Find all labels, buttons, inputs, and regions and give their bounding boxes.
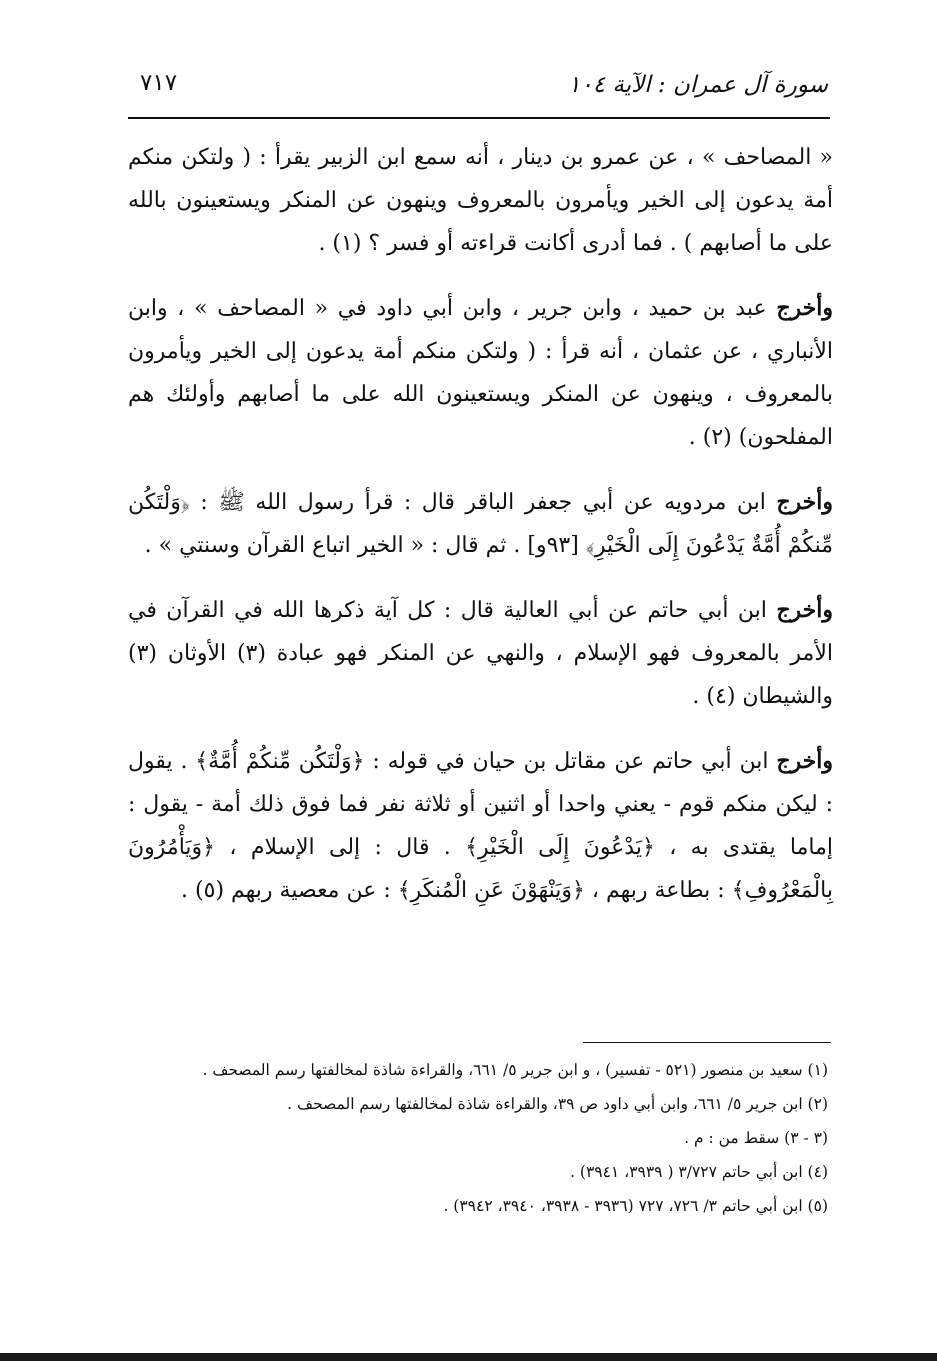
paragraph-lead: وأخرج [776,489,833,515]
paragraph [128,481,833,567]
paragraph-text: ابن أبي حاتم عن مقاتل بن حيان في قوله : ﴿وَلْتَكُن مِّنكُمْ أُمَّةٌ﴾ . يقول : ليكن منكم قوم - يعني واحدا أو اثنين أو ثلاثة نفر فما فوق ذلك أمة - يقول : إماما يقتدى به ، ﴿يَدْعُونَ إِلَى الْخَيْرِ﴾ . قال : إلى الإسلام ، ﴿وَيَأْمُرُونَ بِالْمَعْرُوفِ﴾ : بطاعة ربهم ، ﴿وَيَنْهَوْنَ عَنِ الْمُنكَرِ﴾ : عن معصية ربهم (٥) . [128,749,834,903]
running-header [128,62,828,114]
footnote: (٥) ابن أبي حاتم ٣/ ٧٢٦، ٧٢٧ (٣٩٣٦ - ٣٩٣٨، ٣٩٤٠، ٣٩٤٢) . [443,1197,828,1215]
footnote: (٢) ابن جرير ٥/ ٦٦١، وابن أبي داود ص ٣٩، والقراءة شاذة لمخالفتها رسم المصحف . [287,1095,828,1113]
main-text [128,136,833,934]
footnote: (٣ - ٣) سقط من : م . [684,1129,828,1147]
paragraph [128,287,833,459]
paragraph-text: « المصاحف » ، عن عمرو بن دينار ، أنه سمع ابن الزبير يقرأ : ( ولتكن منكم أمة يدعون إلى الخير ويأمرون بالمعروف وينهون عن المنكر ويستعينون بالله على ما أصابهم ) . فما أدرى أكانت قراءته أو فسر ؟ (١) . [128,145,833,256]
footnote: (٤) ابن أبي حاتم ٣/٧٢٧ ( ٣٩٣٩، ٣٩٤١) . [570,1163,828,1181]
paragraph-text: ابن مردويه عن أبي جعفر الباقر قال : قرأ رسول الله ﷺ : ﴿وَلْتَكُن مِّنكُمْ أُمَّةٌ يَدْعُونَ إِلَى الْخَيْرِ﴾ [٩٣و] . ثم قال : « الخير اتباع القرآن وسنتي » . [128,490,833,558]
paragraph-lead: وأخرج [776,748,833,774]
page-number: ٧١٧ [140,70,178,96]
paragraph-lead: وأخرج [776,295,833,321]
paragraph-text: ابن أبي حاتم عن أبي العالية قال : كل آية ذكرها الله في القرآن في الأمر بالمعروف فهو الإسلام ، والنهي عن المنكر فهو عبادة (٣) الأوثان (٣) والشيطان (٤) . [128,598,833,709]
scan-edge [0,1353,937,1361]
paragraph [128,740,833,912]
paragraph-text: عبد بن حميد ، وابن جرير ، وابن أبي داود في « المصاحف » ، وابن الأنباري ، عن عثمان ، أنه قرأ : ( ولتكن منكم أمة يدعون إلى الخير ويأمرون بالمعروف ، وينهون عن المنكر ويستعينون الله على ما أصابهم وأولئك هم المفلحون) (٢) . [128,296,833,450]
chapter-title: سورة آل عمران : الآية ١٠٤ [567,72,828,98]
footnote-separator [583,1042,831,1043]
header-rule [128,117,830,119]
paragraph [128,136,833,265]
paragraph [128,589,833,718]
footnotes [128,1053,828,1223]
paragraph-lead: وأخرج [776,597,833,623]
footnote: (١) سعيد بن منصور (٥٢١ - تفسير) ، و ابن جرير ٥/ ٦٦١، والقراءة شاذة لمخالفتها رسم المصحف . [202,1061,828,1079]
